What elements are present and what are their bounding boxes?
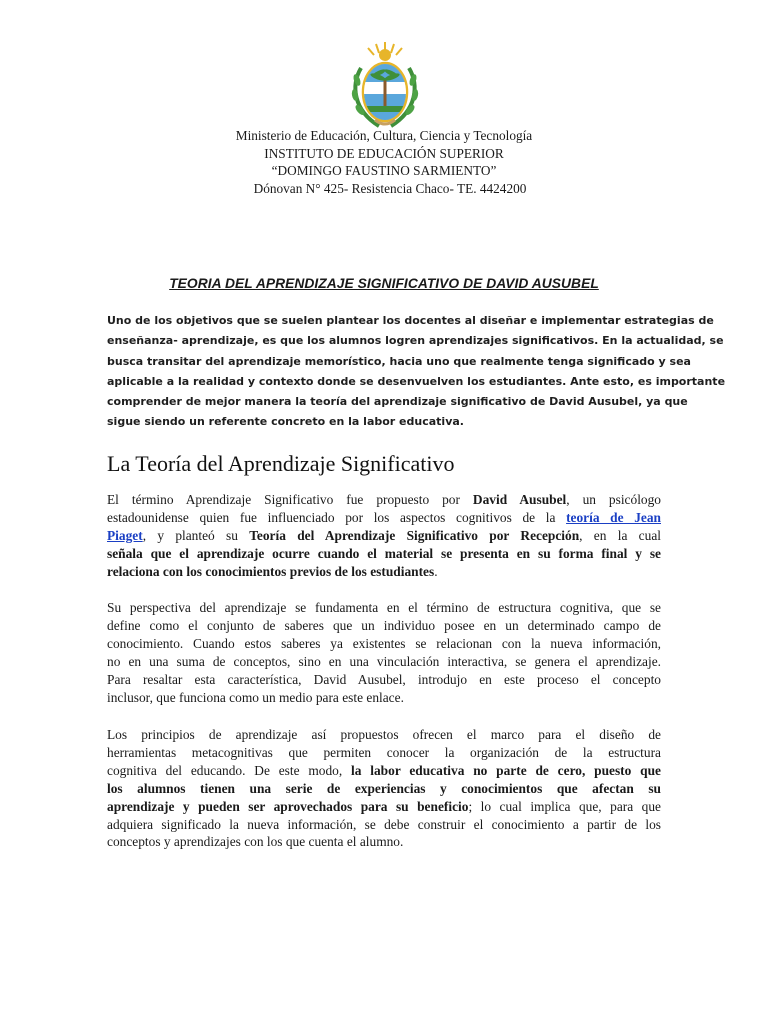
paragraph-line: adquiera significado la nueva información, se debe construir el conocimiento a partir de los: [107, 816, 661, 832]
paragraph-line: cognitiva del educando. De este modo, la labor educativa no parte de cero, puesto que: [107, 762, 661, 778]
intro-line: sigue siendo un referente concreto en la labor educativa.: [107, 415, 464, 429]
piaget-theory-link[interactable]: teoría de Jean: [566, 509, 661, 525]
paragraph-line: los alumnos tienen una serie de experiencias y conocimientos que afectan su: [107, 780, 661, 796]
institution-header: [200, 127, 568, 197]
section-heading: La Teoría del Aprendizaje Significativo: [107, 451, 455, 476]
theory-name: Teoría del Aprendizaje Significativo por Recepción: [249, 527, 580, 543]
paragraph-line: no en una suma de conceptos, sino en una vinculación interactiva, se genera el aprendizaje.: [107, 653, 661, 669]
intro-line: comprender de mejor manera la teoría del aprendizaje significativo de David Ausubel, ya que: [107, 395, 688, 409]
intro-line: Uno de los objetivos que se suelen plantear los docentes al diseñar e implementar estrategias de: [107, 314, 714, 327]
paragraph-line: inclusor, que funciona como un medio para este enlace.: [107, 689, 404, 705]
paragraph-line: relaciona con los conocimientos previos de los estudiantes.: [107, 563, 438, 579]
paragraph-line: conceptos y aprendizajes con los que cuenta el alumno.: [107, 834, 404, 850]
coat-of-arms-icon: [349, 40, 421, 132]
institute-name-line: “DOMINGO FAUSTINO SARMIENTO”: [271, 163, 497, 178]
paragraph-line: conocimiento. Cuando estos saberes ya existentes se relacionan con la nueva información,: [107, 635, 661, 651]
paragraph-line: El término Aprendizaje Significativo fue propuesto por David Ausubel, un psicólogo: [107, 492, 661, 507]
ministry-line: Ministerio de Educación, Cultura, Ciencia y Tecnología: [235, 128, 533, 143]
paragraph-line: Los principios de aprendizaje así propuestos ofrecen el marco para el diseño de: [107, 727, 661, 742]
piaget-theory-link-continued[interactable]: Piaget: [107, 527, 143, 543]
institute-line: INSTITUTO DE EDUCACIÓN SUPERIOR: [264, 145, 504, 161]
paragraph-2: [107, 599, 661, 706]
paragraph-line: señala que el aprendizaje ocurre cuando el material se presenta en su forma final y se: [107, 545, 661, 561]
paragraph-line: estadounidense quien fue influenciado por los aspectos cognitivos de la teoría de Jean: [107, 509, 661, 525]
paragraph-line: herramientas metacognitivas que permiten conocer la organización de la estructura: [107, 744, 661, 760]
ausubel-name: David Ausubel: [472, 492, 567, 507]
intro-line: aplicable a la realidad y contexto donde se desenvuelven los estudiantes. Ante esto, es importante: [107, 374, 726, 388]
paragraph-3: [107, 726, 661, 851]
paragraph-line: Piaget, y planteó su Teoría del Aprendizaje Significativo por Recepción, en la cual: [107, 527, 661, 543]
paragraph-line: Para resaltar esta característica, David Ausubel, introdujo en este proceso el concepto: [107, 671, 661, 687]
intro-line: enseñanza- aprendizaje, es que los alumnos logren aprendizajes significativos. En la actualidad, se: [107, 334, 724, 348]
paragraph-line: Su perspectiva del aprendizaje se fundamenta en el término de estructura cognitiva, que se: [107, 600, 661, 615]
paragraph-1: [107, 491, 661, 581]
intro-paragraph: [107, 311, 726, 433]
intro-line: busca transitar del aprendizaje memorístico, hacia uno que realmente tenga significado y sea: [107, 354, 691, 368]
address-line: Dónovan N° 425- Resistencia Chaco- TE. 4424200: [253, 180, 527, 196]
document-title: TEORIA DEL APRENDIZAJE SIGNIFICATIVO DE DAVID AUSUBEL: [169, 276, 599, 291]
paragraph-line: define como el conjunto de saberes que un individuo posee en un determinado campo de: [107, 617, 661, 633]
paragraph-line: aprendizaje y pueden ser aprovechados para su beneficio; lo cual implica que, para que: [107, 798, 661, 814]
